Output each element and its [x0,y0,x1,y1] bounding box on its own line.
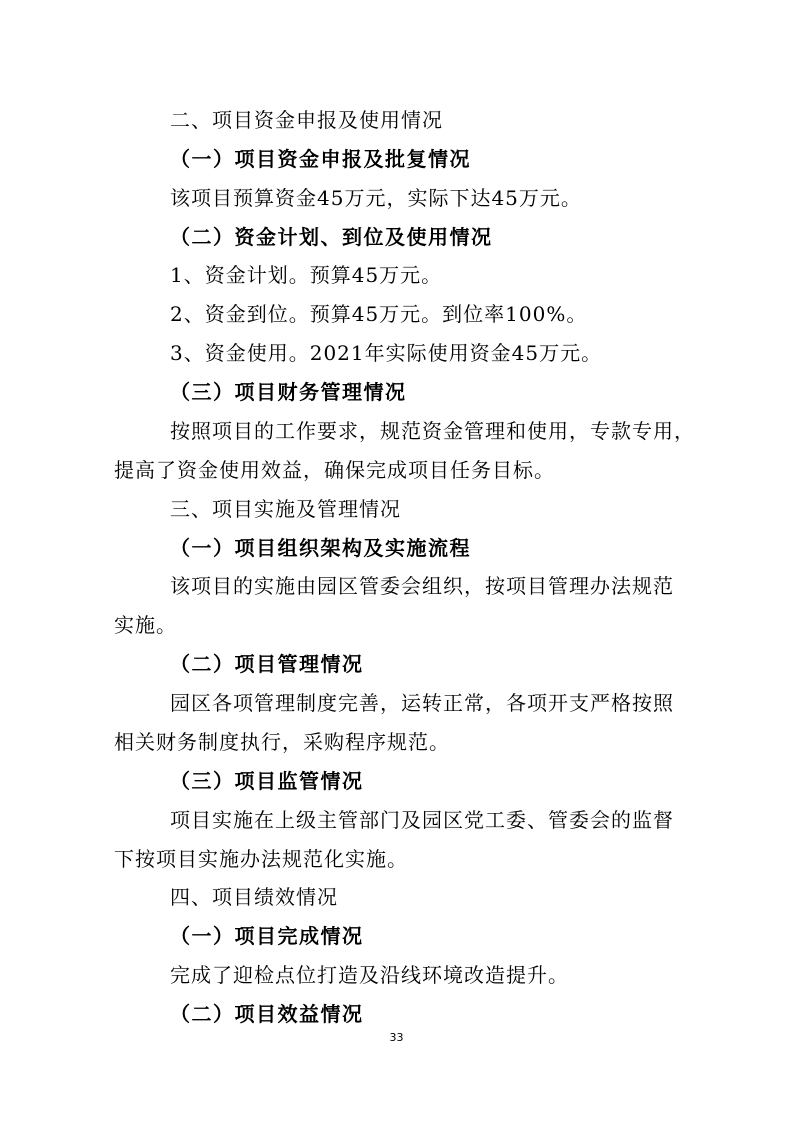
paragraph-line: 3、资金使用。2021年实际使用资金45万元。 [170,341,603,365]
subheading-4-1: （一）项目完成情况 [170,924,364,948]
paragraph-line: 完成了迎检点位打造及沿线环境改造提升。 [170,963,569,987]
paragraph-line: 该项目预算资金45万元，实际下达45万元。 [170,186,582,210]
subheading-2-1: （一）项目资金申报及批复情况 [170,147,471,171]
paragraph-line: 相关财务制度执行，采购程序规范。 [114,730,450,754]
subheading-3-1: （一）项目组织架构及实施流程 [170,536,471,560]
paragraph-line: 按照项目的工作要求，规范资金管理和使用，专款专用， [170,419,695,443]
paragraph-line: 提高了资金使用效益，确保完成项目任务目标。 [114,458,555,482]
subheading-2-3: （三）项目财务管理情况 [170,380,407,404]
paragraph-line: 2、资金到位。预算45万元。到位率100%。 [170,302,588,326]
section-heading-3: 三、项目实施及管理情况 [170,497,401,521]
paragraph-line: 实施。 [114,613,177,637]
subheading-2-2: （二）资金计划、到位及使用情况 [170,225,493,249]
subheading-3-3: （三）项目监管情况 [170,769,364,793]
paragraph-line: 园区各项管理制度完善，运转正常，各项开支严格按照 [170,691,674,715]
paragraph-line: 该项目的实施由园区管委会组织，按项目管理办法规范 [170,574,674,598]
page-number: 33 [389,1031,404,1044]
paragraph-line: 1、资金计划。预算45万元。 [170,263,443,287]
paragraph-line: 项目实施在上级主管部门及园区党工委、管委会的监督 [170,808,674,832]
section-heading-4: 四、项目绩效情况 [170,885,338,909]
paragraph-line: 下按项目实施办法规范化实施。 [114,847,408,871]
subheading-4-2: （二）项目效益情况 [170,1002,364,1026]
subheading-3-2: （二）项目管理情况 [170,652,364,676]
section-heading-2: 二、项目资金申报及使用情况 [170,108,443,132]
